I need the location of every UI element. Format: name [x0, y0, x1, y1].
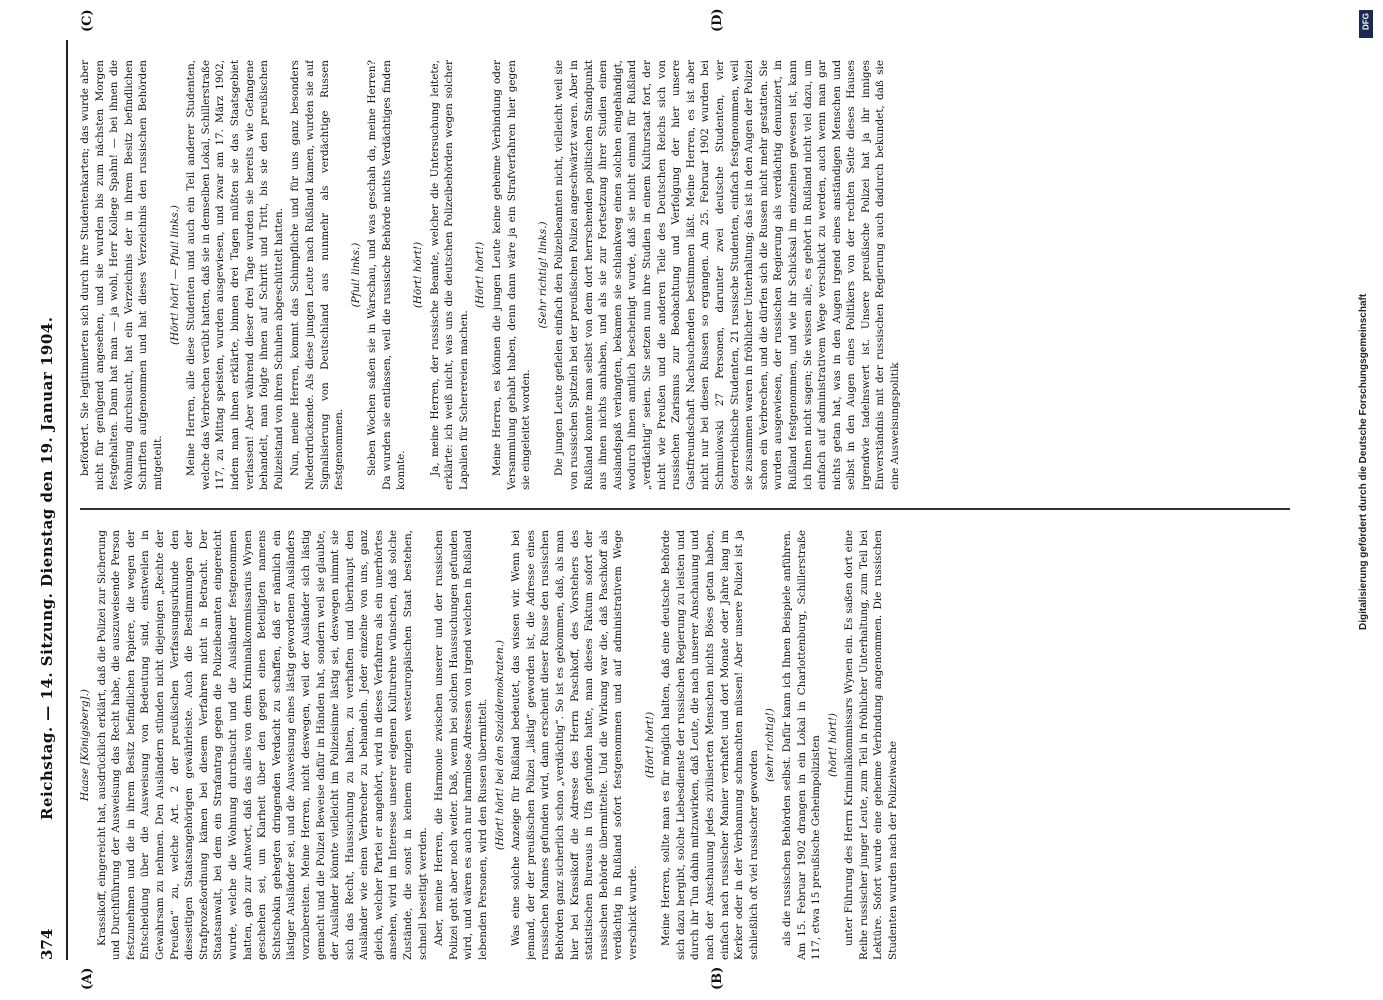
interjection: (Pfui! links.)	[349, 242, 362, 308]
credit-text: Digitalisierung gefördert durch die Deutsche Forschungsgemeinschaft	[1358, 293, 1369, 630]
paragraph: Ja, meine Herren, der russische Beamte, welcher die Untersuchung leitete, erklärte: ich weiß nicht, was uns die deutschen Polizeibehörden wegen solcher Lapalien für Scherereien machen.	[428, 60, 470, 490]
column-divider	[80, 508, 1290, 510]
margin-marker-b: (B)	[710, 966, 725, 990]
paragraph: Was eine solche Anzeige für Rußland bedeutet, das wissen wir. Wenn bei jemand, der der preußischen Polizei „lästig“ geworden ist, die Adresse eines russischen Mannes gefunden wird, dann erscheint dieser Russe den russischen Behörden ganz sicherlich schon „verdächtig“. So ist es gekommen, daß, als man hier bei Krassikoff die Adresse des Herrn Paschkoff, des Vorstehers des statistischen Bureaus in Ufa gefunden hatte, man dieses Faktum sofort der russischen Behörde übermittelte. Und die Wirkung war die, daß Paschkoff als verdächtig in Rußland sofort festgenommen und auf administrativem Wege verschickt wurde.	[510, 530, 639, 960]
margin-marker-a: (A)	[80, 967, 95, 990]
interjection: (Sehr richtig! links.)	[536, 221, 549, 329]
interjection: (Hört! hört! — Pfui! links.)	[168, 205, 181, 345]
interjection: (Hört! hört!)	[412, 241, 425, 309]
digitization-credit	[1358, 10, 1374, 630]
interjection: (Hört! hört! bei den Sozialdemokraten.)	[493, 639, 506, 851]
paragraph: unter Führung des Herrn Kriminalkommissars Wynen ein. Es saßen dort eine Reihe russischer junger Leute, zum Teil in fröhlicher Unterhaltung, zum Teil bei Lektüre. Sofort wurde eine geheime Verbindung angenommen. Die russischen Studenten wurden nach der Polizeiwache	[843, 530, 900, 960]
paragraph: Sieben Wochen saßen sie in Warschau, und was geschah da, meine Herren? Da wurden sie entlassen, weil die russische Behörde nichts Verdächtiges finden konnte.	[366, 60, 408, 490]
interjection: (Hört! hört!)	[643, 711, 656, 779]
margin-marker-d: (D)	[710, 8, 725, 32]
paragraph: Meine Herren, alle diese Studenten und auch ein Teil anderer Studenten, welche das Verbrechen verübt hatten, daß sie in demselben Lokal, Schillerstraße 117, zu Mittag speisten, wurden ausgewiesen, und zwar am 17. März 1902, indem man ihnen erklärte, binnen drei Tagen müßten sie das Staatsgebiet verlassen! Aber während dieser drei Tage wurden sie bereits wie Gefangene behandelt, man folgte ihnen auf Schritt und Tritt, bis sie den preußischen Polizeistand von ihren Schuhen abgeschüttelt hatten.	[185, 60, 285, 490]
paragraph: Meine Herren, es können die jungen Leute keine geheime Verbindung oder Versammlung gehabt haben, denn dann wäre ja ein Strafverfahren hier gegen sie eingeleitet worden.	[491, 60, 533, 490]
paragraph: als die russischen Behörden selbst. Dafür kann ich Ihnen Beispiele anführen. Am 15. Februar 1902 drangen in ein Lokal in Charlottenburg, Schillerstraße 117, etwa 15 preußische Geheimpolizisten	[780, 530, 823, 960]
paragraph: Aber, meine Herren, die Harmonie zwischen unserer und der russischen Polizei geht aber noch weiter. Daß, wenn bei solchen Haussuchungen gefunden wird, und wären es auch nur harmlose Adressen von irgend welchen in Rußland lebenden Personen, wird den Russen übermittelt.	[433, 530, 490, 960]
margin-marker-c: (C)	[80, 9, 95, 32]
paragraph: Krassikoff, eingereicht hat, ausdrücklich erklärt, daß die Polizei zur Sicherung und Durchführung der Ausweisung das Recht habe, die auszuweisende Person festzunehmen und die in ihrem Besitz befindlichen Papiere, die wegen der Entscheidung über die Ausweisung von Bedeutung sind, einstweilen in Gewahrsam zu nehmen. Den Ausländern stünden nicht diejenigen „Rechte der Preußen“ zu, welche Art. 2 der preußischen Verfassungsurkunde den diesseitigen Staatsangehörigen gewährleiste. Auch die Bestimmungen der Strafprozeßordnung kämen bei diesem Verfahren nicht in Betracht. Der Staatsanwalt, bei dem ein Strafantrag gegen die Polizeibeamten eingereicht wurde, welche die Wohnung durchsucht und die Ausländer festgenommen hatten, gab zur Antwort, daß das alles von dem Kriminalkommissarius Wynen geschehen sei, um Klarheit über den gegen einen Beteiligten namens Schtschokin gehegten dringenden Verdacht zu schaffen, daß er nämlich ein lästiger Ausländer sei, und die Ausweisung eines lästig gewordenen Ausländers vorzubereiten. Meine Herren, nicht deswegen, weil der Ausländer sich lästig gemacht und die Polizei Beweise dafür in Händen hat, sondern weil sie glaubte, der Ausländer könnte vielleicht im Polizeisinne lästig sei, deswegen nimmt sie sich das Recht, Haussuchung zu halten, zu verhaften und überhaupt den Ausländer wie einen Verbrecher zu behandeln. Jeder einzelne von uns, ganz gleich, welcher Partei er angehört, wird in dieses Verfahren als ein unerhörtes ansehen, wird im Interesse unserer eigenen Kulturehre wünschen, daß solche Zustände, die sonst in keinem einzigen westeuropäischen Staat bestehen, schnell beseitigt werden.	[95, 530, 429, 960]
interjection: Haase [Königsberg].)	[79, 689, 91, 801]
page-header	[30, 40, 68, 960]
paragraph: befördert. Sie legitimierten sich durch ihre Studentenkarten; das wurde aber nicht für genügend angesehen, und sie wurden bis zum nächsten Morgen festgehalten. Dann hat man — ja wohl, Herr Kollege Spahn! — bei ihnen die Wohnung durchsucht, hat ein Verzeichnis der in ihrem Besitz befindlichen Schriften aufgenommen und hat dieses Verzeichnis den russischen Behörden mitgeteilt.	[79, 60, 164, 490]
paragraph: Die jungen Leute gefielen einfach den Polizeibeamten nicht, vielleicht weil sie von russischen Spitzeln bei der preußischen Polizei angeschwärzt waren. Aber in Rußland konnte man selbst von dem dort herrschenden politischen Standpunkt aus ihnen nichts anhaben, und als sie zur Fortsetzung ihrer Studien einen Auslandspaß verlangten, bekamen sie schlankweg einen solchen eingehändigt, wodurch ihnen amtlich bescheinigt wurde, daß sie nicht einmal für Rußland „verdächtig“ seien. Sie setzen nun ihre Studien in einem Kulturstaat fort, der nicht wie Preußen und die anderen Teile des Deutschen Reichs sich von russischen Zarismus zur Beobachtung und Verfolgung der hier unsere Gastfreundschaft Nachsuchenden bestimmen läßt. Meine Herren, es ist aber nicht nur bei diesen Russen so ergangen. Am 25. Februar 1902 wurden bei Schmulowski 27 Personen, darunter zwei deutsche Studenten, vier österreichische Studenten, 21 russische Studenten, einfach festgenommen, weil sie zusammen waren in fröhlicher Unterhaltung; das ist in den Augen der Polizei schon ein Verbrechen, und die dürfen sich die Russen nicht mehr gestatten. Sie wurden ausgewiesen, der russischen Regierung als verdächtig denunziert, in Rußland festgenommen, und wie ihr Schicksal im einzelnen gewesen ist, kann ich Ihnen nicht sagen; Sie wissen alle, es gehört in Rußland nicht viel dazu, um einfach auf administrativem Wege verschickt zu werden, auch wenn man gar nichts getan hat, was in den Augen irgend eines anständigen Menschen und selbst in den Augen eines Politikers von der rechten Seite dieses Hauses irgendwie tadelnswert ist. Unsere preußische Polizei hat ja ihr inniges Einverständnis mit der russischen Regierung auch dadurch bekundet, daß sie eine Ausweisungspolitik	[553, 60, 902, 490]
right-column	[78, 60, 1293, 490]
interjection: (hört! hört!)	[826, 713, 839, 777]
page-title: Reichstag. — 14. Sitzung. Dienstag den 19. Januar 1904.	[38, 316, 56, 820]
dfg-logo-text: DFG	[1361, 13, 1371, 30]
interjection: (sehr richtig!)	[764, 708, 777, 782]
paragraph: Nun, meine Herren, kommt das Schimpfliche und für uns ganz besonders Niederdrückende. Als diese jungen Leute nach Rußland kamen, wurden sie auf Signalisierung von Deutschland aus nunmehr als verdächtige Russen festgenommen.	[289, 60, 346, 490]
left-column	[78, 530, 1293, 960]
page-number: 374	[38, 928, 56, 960]
dfg-logo	[1359, 10, 1373, 38]
interjection: (Hört! hört!)	[474, 241, 487, 309]
paragraph: Meine Herren, sollte man es für möglich halten, daß eine deutsche Behörde sich dazu hergibt, solche Liebesdienste der russischen Regierung zu leisten und durch ihr Tun dahin mitzuwirken, daß Leute, die nach unserer Anschauung und nach der Anschauung jedes zivilisierten Menschen nichts Böses getan haben, einfach nach russischer Manier verhaftet und dort Monate oder Jahre lang im Kerker oder in der Verbannung schmachten müssen! Aber unsere Polizei ist ja schließlich oft viel russischer geworden	[660, 530, 760, 960]
